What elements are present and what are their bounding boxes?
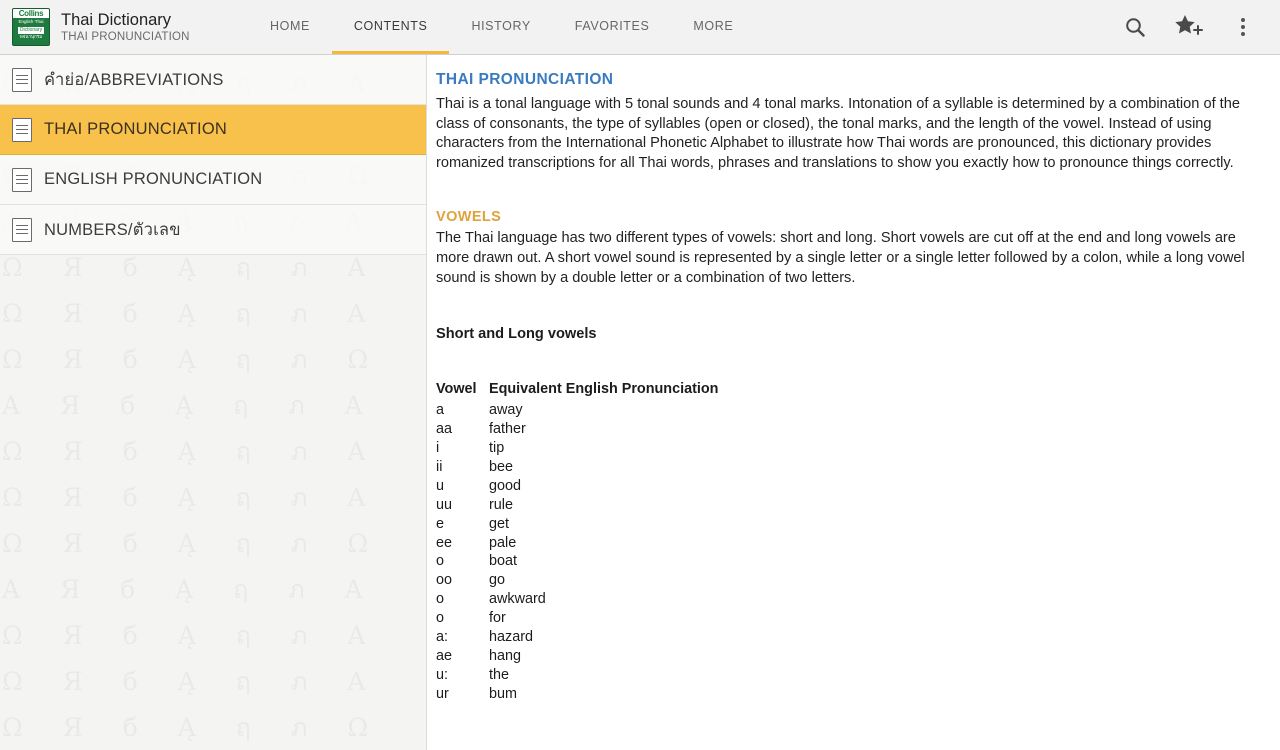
cell-vowel: ee	[436, 534, 453, 551]
table-row	[436, 496, 718, 515]
contents-sidebar	[0, 55, 427, 750]
sidebar-item-label: THAI PRONUNCIATION	[44, 120, 227, 138]
table-row	[436, 552, 718, 571]
document-icon	[12, 68, 32, 92]
table-row	[436, 439, 718, 458]
cell-equivalent: bum	[489, 685, 517, 702]
column-header-equivalent: Equivalent English Pronunciation	[489, 381, 719, 398]
logo-bar-text: Dictionary	[19, 27, 43, 33]
cell-equivalent: hazard	[489, 629, 534, 646]
cell-equivalent: awkward	[489, 591, 546, 608]
app-brand	[0, 0, 248, 54]
cell-vowel: ur	[436, 685, 449, 702]
overflow-menu-icon[interactable]	[1216, 0, 1270, 54]
sidebar-item-label: คำย่อ/ABBREVIATIONS	[44, 70, 224, 89]
add-favorite-icon[interactable]	[1162, 0, 1216, 54]
table-header-row	[436, 380, 718, 401]
document-icon	[12, 218, 32, 242]
table-row	[436, 534, 718, 553]
app-title: Thai Dictionary	[61, 10, 172, 29]
cell-vowel: oo	[436, 572, 453, 589]
cell-vowel: ii	[436, 458, 443, 475]
cell-equivalent: pale	[489, 534, 517, 551]
cell-equivalent: tip	[489, 439, 505, 456]
table-row	[436, 420, 718, 439]
table-heading: Short and Long vowels	[436, 326, 597, 343]
vowels-paragraph: The Thai language has two different types of vowels: short and long. Short vowels are cut off at the end and long vowels are more drawn out. A short vowel sound is represented by a single letter or a single letter followed by a colon, while a long vowel sound is shown by a double letter or a combination of two letters.	[436, 230, 1245, 286]
cell-equivalent: good	[489, 477, 522, 494]
cell-vowel: u:	[436, 666, 449, 683]
cell-equivalent: away	[489, 402, 523, 419]
table-row	[436, 590, 718, 609]
table-row	[436, 401, 718, 420]
sidebar-item-label: ENGLISH PRONUNCIATION	[44, 170, 263, 188]
dot-2	[1241, 25, 1245, 29]
dot-3	[1241, 32, 1245, 36]
content-pane	[427, 55, 1280, 750]
document-icon	[12, 118, 32, 142]
top-app-bar	[0, 0, 1280, 55]
cell-equivalent: father	[489, 421, 526, 438]
dot-1	[1241, 18, 1245, 22]
sidebar-item-abbreviations[interactable]	[0, 55, 426, 105]
table-row	[436, 458, 718, 477]
table-row	[436, 685, 718, 704]
tab-contents[interactable]: CONTENTS	[332, 0, 450, 54]
cell-equivalent: get	[489, 515, 510, 532]
search-icon[interactable]	[1108, 0, 1162, 54]
table-row	[436, 647, 718, 666]
sidebar-item-label: NUMBERS/ตัวเลข	[44, 220, 181, 239]
collins-logo-icon	[12, 8, 50, 46]
table-row	[436, 571, 718, 590]
tab-more[interactable]: MORE	[693, 18, 734, 33]
logo-line1: English·Thai	[18, 19, 44, 24]
cell-equivalent: bee	[489, 458, 514, 475]
content-inner	[436, 71, 1258, 704]
app-title-block	[61, 11, 190, 44]
cell-vowel: o	[436, 553, 445, 570]
cell-vowel: i	[436, 439, 440, 456]
cell-vowel: o	[436, 591, 445, 608]
table-row	[436, 477, 718, 496]
sidebar-item-thai-pronunciation[interactable]	[0, 105, 426, 155]
top-bar-actions	[1108, 0, 1280, 54]
cell-equivalent: for	[489, 610, 506, 627]
table-row	[436, 628, 718, 647]
column-header-vowel: Vowel	[436, 381, 477, 398]
cell-equivalent: boat	[489, 553, 518, 570]
content-intro-paragraph: Thai is a tonal language with 5 tonal sounds and 4 tonal marks. Intonation of a syllable is determined by a combination of the class of consonants, the type of syllables (open or closed), the tonal marks, and the length of the vowel. Instead of using characters from the International Phonetic Alphabet to illustrate how Thai words are pronounced, this dictionary provides romanized transcriptions for all Thai words, phrases and translations to show you exactly how to pronounce things correctly.	[436, 96, 1240, 171]
table-row	[436, 666, 718, 685]
tab-home[interactable]: HOME	[270, 18, 310, 33]
cell-vowel: o	[436, 610, 445, 627]
table-row	[436, 609, 718, 628]
cell-vowel: u	[436, 477, 445, 494]
page-body	[0, 55, 1280, 750]
app-subtitle: THAI PRONUNCIATION	[61, 30, 190, 43]
vowel-table	[436, 380, 718, 704]
table-row	[436, 515, 718, 534]
vowels-heading: VOWELS	[436, 209, 502, 226]
cell-vowel: a	[436, 402, 445, 419]
logo-line3: พจนานุกรม	[19, 34, 43, 39]
cell-vowel: ae	[436, 647, 453, 664]
cell-vowel: aa	[436, 421, 453, 438]
document-icon	[12, 168, 32, 192]
vowel-table-body	[436, 401, 718, 704]
main-nav	[248, 0, 1108, 54]
cell-vowel: a:	[436, 629, 449, 646]
cell-equivalent: hang	[489, 647, 522, 664]
cell-vowel: e	[436, 515, 445, 532]
cell-equivalent: go	[489, 572, 506, 589]
sidebar-item-english-pronunciation[interactable]	[0, 155, 426, 205]
sidebar-item-numbers[interactable]	[0, 205, 426, 255]
tab-history[interactable]: HISTORY	[471, 18, 531, 33]
cell-vowel: uu	[436, 496, 453, 513]
cell-equivalent: rule	[489, 496, 513, 513]
content-heading: THAI PRONUNCIATION	[436, 71, 614, 88]
contents-list	[0, 55, 426, 255]
cell-equivalent: the	[489, 666, 510, 683]
logo-brand-text: Collins	[13, 9, 49, 18]
vowel-table-head	[436, 380, 718, 401]
overflow-dots	[1241, 18, 1245, 36]
tab-favorites[interactable]: FAVORITES	[574, 18, 650, 33]
